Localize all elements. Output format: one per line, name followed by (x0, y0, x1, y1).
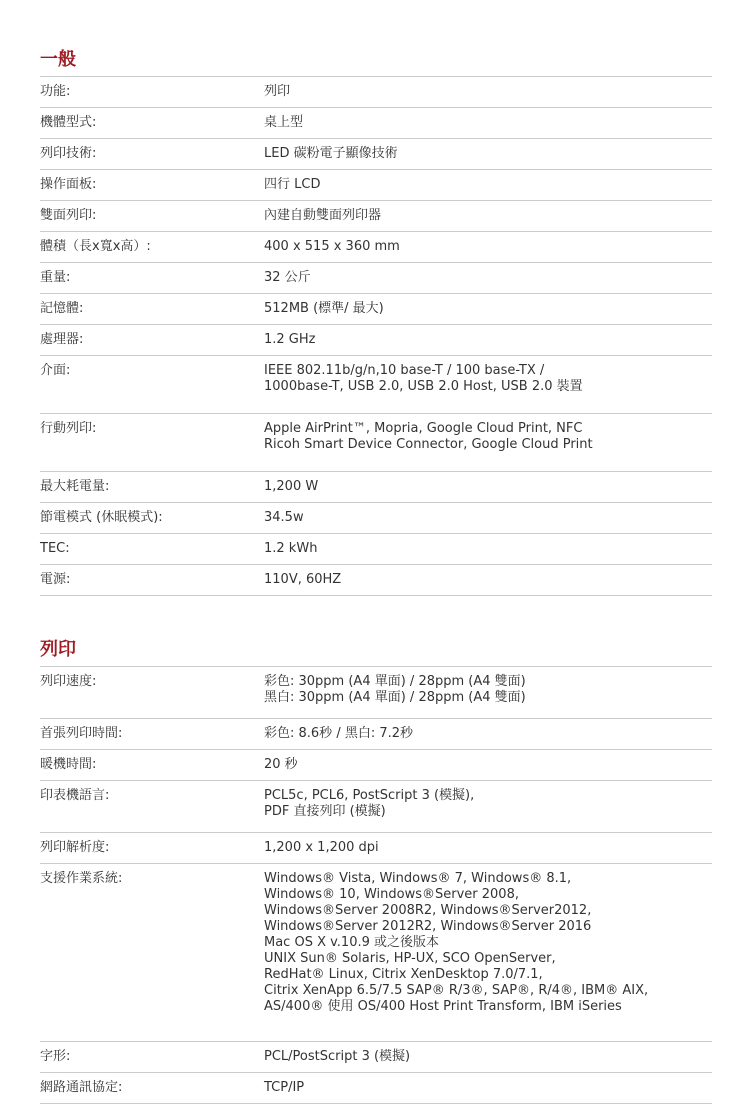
spec-value (264, 840, 712, 863)
spec-value (264, 421, 712, 471)
spec-value-line: 34.5w (264, 510, 304, 525)
spec-label: 電源: (40, 572, 71, 587)
spec-value-line: Windows® Vista, Windows® 7, Windows® 8.1, (264, 871, 572, 886)
spec-value-line: 桌上型 (264, 115, 304, 130)
spec-label: 印表機語言: (40, 788, 110, 803)
spec-value (264, 84, 712, 107)
spec-row (40, 325, 712, 356)
spec-value-line: 彩色: 8.6秒 / 黑白: 7.2秒 (264, 726, 414, 741)
spec-value (264, 239, 712, 262)
spec-value-line: Ricoh Smart Device Connector, Google Cloud Print (264, 437, 593, 452)
spec-value (264, 510, 712, 533)
spec-value-line: Windows®Server 2008R2, Windows®Server2012, (264, 903, 592, 918)
spec-row (40, 1042, 712, 1073)
spec-label: 體積（長x寬x高）: (40, 239, 151, 254)
spec-label: 節電模式 (休眠模式): (40, 510, 163, 525)
spec-label: 最大耗電量: (40, 479, 110, 494)
spec-label: 網路通訊協定: (40, 1080, 123, 1095)
spec-table-print (40, 667, 712, 1104)
spec-value-line: IEEE 802.11b/g/n,10 base-T / 100 base-TX / (264, 363, 545, 378)
spec-value (264, 572, 712, 595)
spec-value (264, 363, 712, 413)
spec-value-line: 1,200 W (264, 479, 319, 494)
spec-value-line: 32 公斤 (264, 270, 311, 285)
section-title-general: 一般 (40, 49, 76, 70)
spec-row (40, 108, 712, 139)
spec-label: 重量: (40, 270, 71, 285)
spec-label: 功能: (40, 84, 71, 99)
spec-value (264, 1049, 712, 1072)
spec-sheet (40, 0, 712, 1104)
spec-row (40, 750, 712, 781)
spec-label: 暖機時間: (40, 757, 97, 772)
spec-label: 記憶體: (40, 301, 84, 316)
spec-label: 雙面列印: (40, 208, 97, 223)
spec-value (264, 146, 712, 169)
spec-label: TEC: (40, 541, 70, 556)
spec-label: 列印技術: (40, 146, 97, 161)
spec-row (40, 77, 712, 108)
spec-value (264, 674, 712, 718)
spec-value (264, 177, 712, 200)
spec-value-line: 內建自動雙面列印器 (264, 208, 382, 223)
spec-value-line: 400 x 515 x 360 mm (264, 239, 400, 254)
spec-value (264, 270, 712, 293)
spec-value-line: Citrix XenApp 6.5/7.5 SAP® R/3®, SAP®, R/4®, IBM® AIX, (264, 983, 649, 998)
section-title-print: 列印 (40, 639, 76, 660)
spec-row (40, 864, 712, 1042)
spec-label: 列印速度: (40, 674, 97, 689)
spec-value (264, 208, 712, 231)
spec-value-line: Mac OS X v.10.9 或之後版本 (264, 935, 440, 950)
spec-value-line: Windows® 10, Windows®Server 2008, (264, 887, 519, 902)
spec-row (40, 667, 712, 719)
spec-row (40, 565, 712, 596)
spec-row (40, 781, 712, 833)
spec-row (40, 170, 712, 201)
spec-value-line: LED 碳粉電子顯像技術 (264, 146, 398, 161)
spec-row (40, 833, 712, 864)
spec-row (40, 263, 712, 294)
spec-value (264, 301, 712, 324)
spec-value (264, 871, 712, 1041)
spec-table-general (40, 77, 712, 596)
spec-value (264, 332, 712, 355)
spec-value-line: 黑白: 30ppm (A4 單面) / 28ppm (A4 雙面) (264, 690, 526, 705)
spec-row (40, 201, 712, 232)
spec-value-line: PCL5c, PCL6, PostScript 3 (模擬), (264, 788, 475, 803)
spec-row (40, 414, 712, 472)
spec-row (40, 1073, 712, 1104)
spec-label: 介面: (40, 363, 71, 378)
spec-label: 支援作業系統: (40, 871, 123, 886)
spec-value-line: 20 秒 (264, 757, 298, 772)
spec-value-line: 彩色: 30ppm (A4 單面) / 28ppm (A4 雙面) (264, 674, 526, 689)
spec-value-line: UNIX Sun® Solaris, HP-UX, SCO OpenServer, (264, 951, 556, 966)
spec-value-line: 列印 (264, 84, 291, 99)
spec-row (40, 139, 712, 170)
spec-value-line: 1000base-T, USB 2.0, USB 2.0 Host, USB 2.0 裝置 (264, 379, 583, 394)
spec-row (40, 719, 712, 750)
spec-value (264, 726, 712, 749)
spec-value-line: 1.2 GHz (264, 332, 316, 347)
spec-value (264, 757, 712, 780)
spec-value (264, 479, 712, 502)
spec-label: 機體型式: (40, 115, 97, 130)
spec-label: 行動列印: (40, 421, 97, 436)
spec-value-line: 1.2 kWh (264, 541, 318, 556)
spec-label: 首張列印時間: (40, 726, 123, 741)
spec-row (40, 232, 712, 263)
spec-row (40, 294, 712, 325)
spec-value-line: 四行 LCD (264, 177, 321, 192)
spec-row (40, 472, 712, 503)
spec-value-line: 110V, 60HZ (264, 572, 342, 587)
spec-label: 字形: (40, 1049, 71, 1064)
spec-label: 操作面板: (40, 177, 97, 192)
spec-value-line: Windows®Server 2012R2, Windows®Server 2016 (264, 919, 592, 934)
spec-row (40, 534, 712, 565)
spec-row (40, 503, 712, 534)
spec-label: 處理器: (40, 332, 84, 347)
spec-value (264, 115, 712, 138)
spec-value-line: AS/400® 使用 OS/400 Host Print Transform, IBM iSeries (264, 999, 622, 1014)
spec-value-line: RedHat® Linux, Citrix XenDesktop 7.0/7.1, (264, 967, 543, 982)
spec-row (40, 356, 712, 414)
spec-value-line: 1,200 x 1,200 dpi (264, 840, 379, 855)
spec-value-line: Apple AirPrint™, Mopria, Google Cloud Print, NFC (264, 421, 583, 436)
spec-value-line: 512MB (標準/ 最大) (264, 301, 384, 316)
spec-label: 列印解析度: (40, 840, 110, 855)
spec-value-line: PCL/PostScript 3 (模擬) (264, 1049, 411, 1064)
spec-value-line: TCP/IP (264, 1080, 305, 1095)
spec-value (264, 541, 712, 564)
spec-value-line: PDF 直接列印 (模擬) (264, 804, 386, 819)
spec-value (264, 788, 712, 832)
spec-value (264, 1080, 712, 1103)
